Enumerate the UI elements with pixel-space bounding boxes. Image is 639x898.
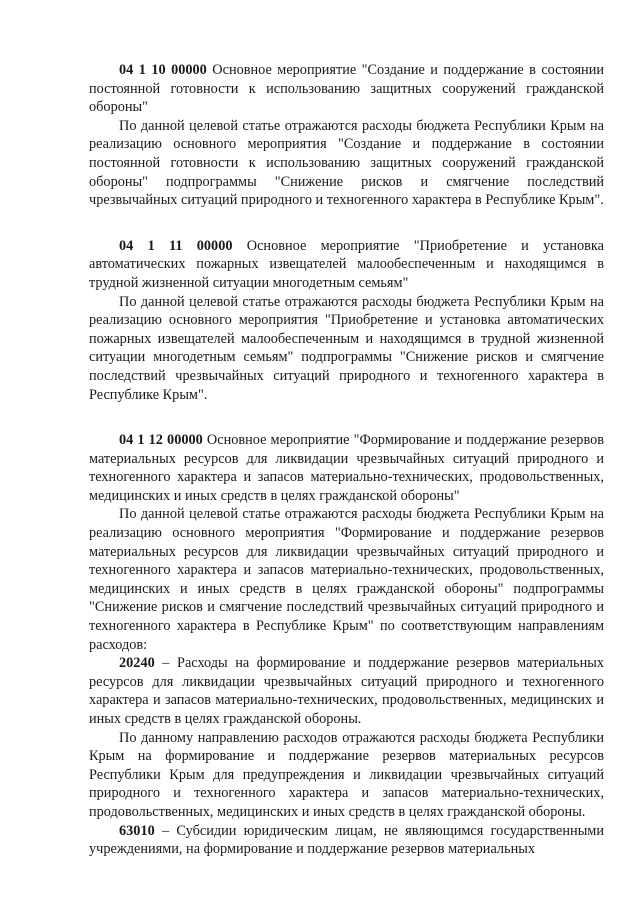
section-body: По данной целевой статье отражаются расходы бюджета Республики Крым на реализацию основного мероприятия "Создание и поддержание в состоянии постоянной готовности к использованию защитных сооружений гражданской обороны" подпрограммы "Снижение рисков и смягчение последствий чрезвычайных ситуаций природного и техногенного характера в Республике Крым". (89, 117, 604, 209)
expense-direction (89, 654, 604, 728)
section-heading-text: Основное мероприятие "Формирование и поддержание резервов материальных ресурсов для ликвидации чрезвычайных ситуаций природного и техногенного характера и запасов материально-технических, продовольственных, медицинских и иных средств в целях гражданской обороны" (89, 432, 604, 504)
section-heading (89, 61, 604, 117)
target-article-code: 04 1 10 00000 (119, 62, 207, 78)
document-text (89, 61, 604, 859)
section-heading (89, 237, 604, 293)
spacer (89, 210, 604, 237)
target-article-code: 04 1 12 00000 (119, 432, 203, 449)
expense-direction-text: – Расходы на формирование и поддержание резервов материальных ресурсов для ликвидации чрезвычайных ситуаций природного и техногенного характера и запасов материально-технических, продовольственных, медицинских и иных средств в целях гражданской обороны. (89, 655, 604, 727)
section-heading-text: Основное мероприятие "Создание и поддержание в состоянии постоянной готовности к использованию защитных сооружений гражданской обороны" (89, 62, 604, 116)
section-body: По данной целевой статье отражаются расходы бюджета Республики Крым на реализацию основного мероприятия "Формирование и поддержание резервов материальных ресурсов для ликвидации чрезвычайных ситуаций природного и техногенного характера и запасов материально-технических, продовольственных, медицинских и иных средств в целях гражданской обороны" подпрограммы "Снижение рисков и смягчение последствий чрезвычайных ситуаций природного и техногенного характера в Республике Крым" по соответствующим направлениям расходов: (89, 506, 604, 653)
expense-direction-text: – Субсидии юридическим лицам, не являющимся государственными учреждениями, на формирование и поддержание резервов материальных (89, 822, 604, 858)
expense-direction-code: 63010 (119, 822, 155, 839)
section-heading-text: Основное мероприятие "Приобретение и установка автоматических пожарных извещателей малообеспеченным и находящимся в трудной жизненной ситуации многодетным семьям" (89, 237, 604, 291)
expense-direction (89, 822, 604, 859)
section-heading (89, 431, 604, 505)
expense-direction-code: 20240 (119, 655, 155, 672)
spacer (89, 404, 604, 431)
target-article-code: 04 1 11 00000 (119, 237, 233, 254)
expense-direction-note: По данному направлению расходов отражаются расходы бюджета Республики Крым на формирование и поддержание резервов материальных ресурсов Республики Крым для предупреждения и ликвидации чрезвычайных ситуаций природного и техногенного характера и запасов материально-технических, продовольственных, медицинских и иных средств в целях гражданской обороны. (89, 729, 604, 820)
section-body: По данной целевой статье отражаются расходы бюджета Республики Крым на реализацию основного мероприятия "Приобретение и установка автоматических пожарных извещателей малообеспеченным и находящимся в трудной жизненной ситуации многодетным семьям" подпрограммы "Снижение рисков и смягчение последствий чрезвычайных ситуаций природного и техногенного характера в Республике Крым". (89, 293, 604, 403)
